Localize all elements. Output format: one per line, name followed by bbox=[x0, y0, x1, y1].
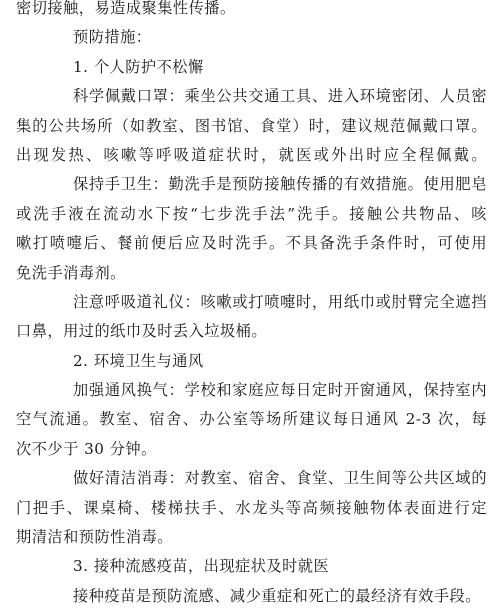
ventilation-paragraph-line: 空气流通。教室、宿舍、办公室等场所建议每日通风 2-3 次，每 bbox=[16, 410, 487, 429]
mask-paragraph-line: 科学佩戴口罩：乘坐公共交通工具、进入环境密闭、人员密 bbox=[73, 87, 487, 106]
section-1-heading: 1. 个人防护不松懈 bbox=[73, 57, 204, 76]
handwash-paragraph-line: 免洗手消毒剂。 bbox=[16, 263, 126, 282]
handwash-paragraph-line: 嗽打喷嚏后、餐前便后应及时洗手。不具备洗手条件时，可使用 bbox=[16, 234, 487, 253]
ventilation-paragraph-line: 加强通风换气：学校和家庭应每日定时开窗通风，保持室内 bbox=[73, 381, 487, 400]
cleaning-paragraph-line: 做好清洁消毒：对教室、宿舍、食堂、卫生间等公共区域的 bbox=[73, 469, 487, 488]
etiquette-paragraph-line: 口鼻，用过的纸巾及时丢入垃圾桶。 bbox=[16, 322, 267, 341]
ventilation-paragraph-line: 次不少于 30 分钟。 bbox=[16, 439, 157, 458]
mask-paragraph-line: 出现发热、咳嗽等呼吸道症状时，就医或外出时应全程佩戴。 bbox=[16, 145, 487, 164]
handwash-paragraph-line: 或洗手液在流动水下按“七步洗手法”洗手。接触公共物品、咳 bbox=[16, 204, 487, 223]
etiquette-paragraph-line: 注意呼吸道礼仪：咳嗽或打喷嚏时，用纸巾或肘臂完全遮挡 bbox=[73, 292, 487, 311]
cleaning-paragraph-line: 期清洁和预防性消毒。 bbox=[16, 528, 173, 547]
handwash-paragraph-line: 保持手卫生：勤洗手是预防接触传播的有效措施。使用肥皂 bbox=[73, 175, 487, 194]
mask-paragraph-line: 集的公共场所（如教室、图书馆、食堂）时，建议规范佩戴口罩。 bbox=[16, 116, 487, 135]
section-2-heading: 2. 环境卫生与通风 bbox=[73, 351, 204, 370]
continuation-line: 密切接触，易造成聚集性传播。 bbox=[16, 0, 236, 17]
cleaning-paragraph-line: 门把手、课桌椅、楼梯扶手、水龙头等高频接触物体表面进行定 bbox=[16, 498, 487, 517]
section-title: 预防措施： bbox=[73, 28, 152, 47]
section-3-heading: 3. 接种流感疫苗，出现症状及时就医 bbox=[73, 557, 330, 576]
vaccine-paragraph-line: 接种疫苗是预防流感、减少重症和死亡的最经济有效手段。 bbox=[73, 586, 481, 605]
